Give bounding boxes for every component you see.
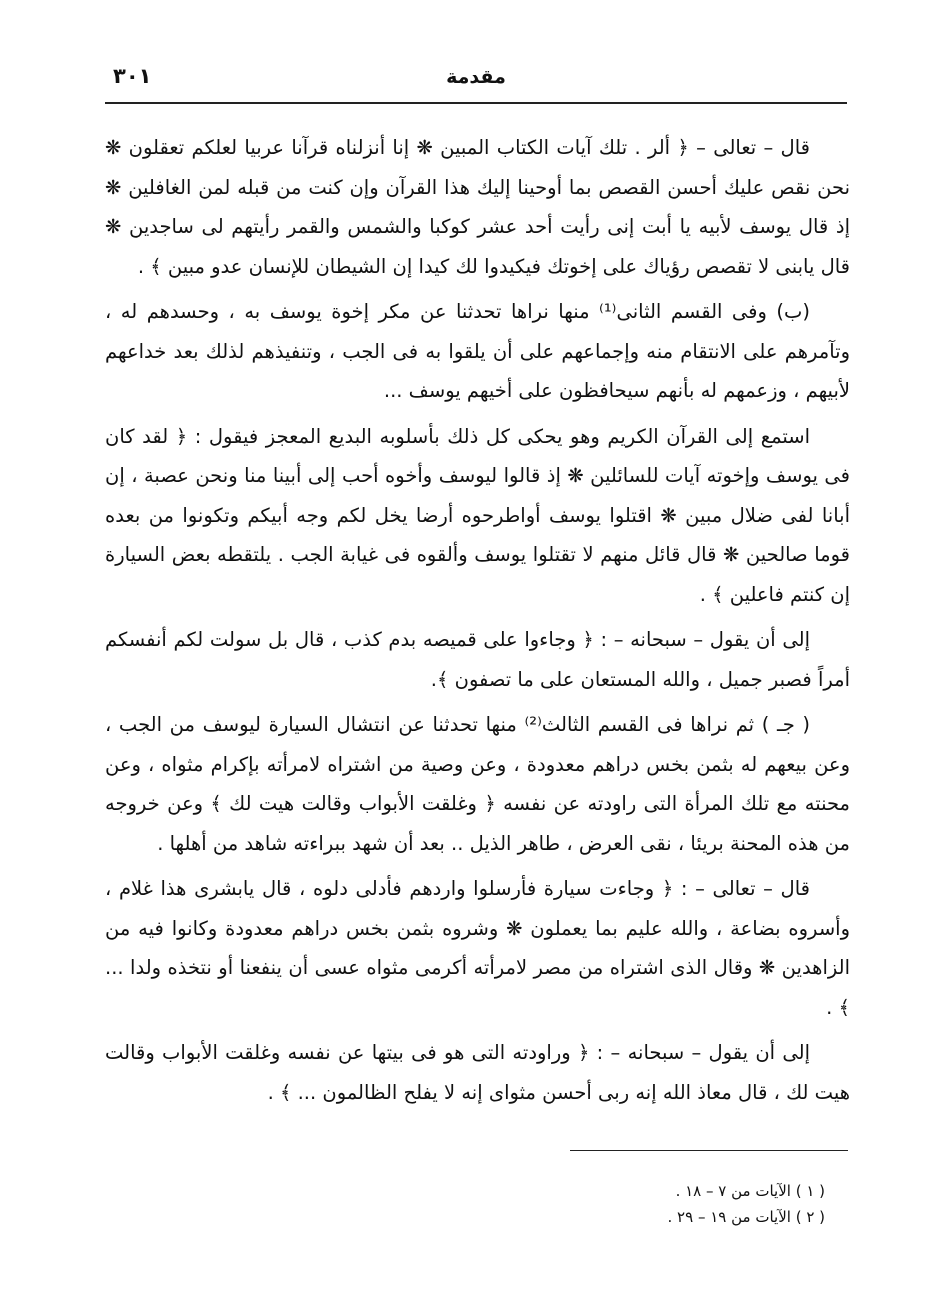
paragraph: ( جـ ) ثم نراها فى القسم الثالث⁽²⁾ منها تحدثنا عن انتشال السيارة ليوسف من الجب ، وعن بيعهم له بثمن بخس دراهم معدودة ، وعن وصية من اشتراه لامرأته بإكرام مثواه ، وعن محنته مع تلك المرأة التى راودته عن نفسه ﴿ وغلقت الأبواب وقالت هيت لك ﴾ وعن خروجه من هذه المحنة بريئا ، نقى العرض ، طاهر الذيل .. بعد أن شهد ببراءته شاهد من أهلها . [105, 713, 850, 855]
paragraph: قال – تعالى – : ﴿ وجاءت سيارة فأرسلوا واردهم فأدلى دلوه ، قال يابشرى هذا غلام ، وأسروه بضاعة ، والله عليم بما يعملون ❋ وشروه بثمن بخس دراهم معدودة وكانوا فيه من الزاهدين ❋ وقال الذى اشتراه من مصر لامرأته أكرمى مثواه عسى أن ينفعنا أو نتخذه ولدا ... ﴾ . [105, 877, 850, 1019]
body-text [105, 128, 850, 1118]
page-header [105, 62, 847, 104]
footnote-divider [570, 1150, 848, 1151]
paragraph: (ب) وفى القسم الثانى⁽¹⁾ منها نراها تحدثنا عن مكر إخوة يوسف به ، وحسدهم له ، وتآمرهم على الانتقام منه وإجماعهم على أن يلقوا به فى الجب ، وتنفيذهم لذلك بعد خداعهم لأبيهم ، وزعمهم له بأنهم سيحافظون على أخيهم يوسف ... [105, 300, 850, 402]
footnotes [560, 1178, 825, 1230]
paragraph: إلى أن يقول – سبحانه – : ﴿ وجاءوا على قميصه بدم كذب ، قال بل سولت لكم أنفسكم أمراً فصبر جميل ، والله المستعان على ما تصفون ﴾. [105, 628, 850, 691]
running-title: مقدمة [446, 66, 506, 88]
paragraph: قال – تعالى – ﴿ ألر . تلك آيات الكتاب المبين ❋ إنا أنزلناه قرآنا عربيا لعلكم تعقلون ❋ نحن نقص عليك أحسن القصص بما أوحينا إليك هذا القرآن وإن كنت من قبله لمن الغافلين ❋ إذ قال يوسف لأبيه يا أبت إنى رأيت أحد عشر كوكبا والشمس والقمر رأيتهم لى ساجدين ❋ قال يابنى لا تقصص رؤياك على إخوتك فيكيدوا لك كيدا إن الشيطان للإنسان عدو مبين ﴾ . [105, 136, 850, 278]
page-number: ٣٠١ [113, 64, 152, 88]
footnote: ( ٢ ) الآيات من ١٩ – ٢٩ . [667, 1208, 825, 1226]
footnote: ( ١ ) الآيات من ٧ – ١٨ . [675, 1182, 825, 1200]
paragraph: استمع إلى القرآن الكريم وهو يحكى كل ذلك بأسلوبه البديع المعجز فيقول : ﴿ لقد كان فى يوسف وإخوته آيات للسائلين ❋ إذ قالوا ليوسف وأخوه أحب إلى أبينا منا ونحن عصبة ، إن أبانا لفى ضلال مبين ❋ اقتلوا يوسف أواطرحوه أرضا يخل لكم وجه أبيكم وتكونوا من بعده قوما صالحين ❋ قال قائل منهم لا تقتلوا يوسف وألقوه فى غيابة الجب . يلتقطه بعض السيارة إن كنتم فاعلين ﴾ . [105, 424, 850, 606]
paragraph: إلى أن يقول – سبحانه – : ﴿ وراودته التى هو فى بيتها عن نفسه وغلقت الأبواب وقالت هيت لك ، قال معاذ الله إنه ربى أحسن مثواى إنه لا يفلح الظالمون ... ﴾ . [105, 1041, 850, 1104]
